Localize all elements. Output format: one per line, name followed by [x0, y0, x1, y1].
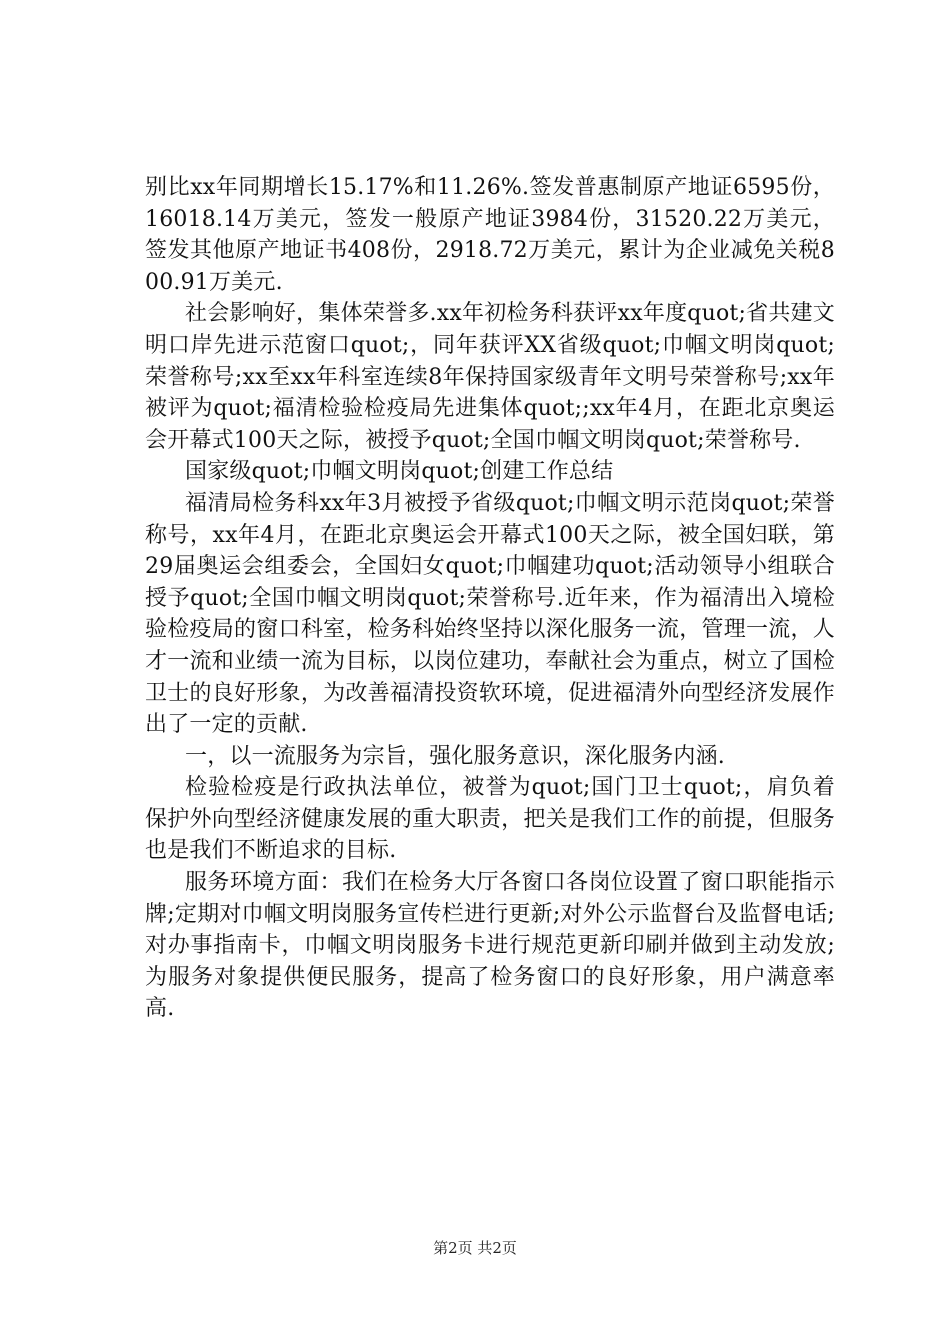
paragraph-service-environment: 服务环境方面：我们在检务大厅各窗口各岗位设置了窗口职能指示牌;定期对巾帼文明岗服务宣传栏进行更新;对外公示监督台及监督电话;对办事指南卡，巾帼文明岗服务卡进行规范更新印刷并做到主动发放;为服务对象提供便民服务，提高了检务窗口的良好形象，用户满意率高.	[145, 870, 835, 1022]
section-heading-one: 一，以一流服务为宗旨，强化服务意识，深化服务内涵.	[185, 743, 725, 769]
document-body	[145, 172, 835, 1025]
paragraph-continuation: 别比xx年同期增长15.17%和11.26%.签发普惠制原产地证6595份，16018.14万美元，签发一般原产地证3984份，31520.22万美元，签发其他原产地证书408份，2918.72万美元，累计为企业减免关税800.91万美元.	[145, 175, 835, 295]
paragraph-social-impact: 社会影响好，集体荣誉多.xx年初检务科获评xx年度quot;省共建文明口岸先进示范窗口quot;，同年获评XX省级quot;巾帼文明岗quot;荣誉称号;xx至xx年科室连续8年保持国家级青年文明号荣誉称号;xx年被评为quot;福清检验检疫局先进集体quot;;xx年4月，在距北京奥运会开幕式100天之际，被授予quot;全国巾帼文明岗quot;荣誉称号.	[145, 301, 835, 453]
section-title: 国家级quot;巾帼文明岗quot;创建工作总结	[185, 459, 614, 485]
paragraph-intro: 福清局检务科xx年3月被授予省级quot;巾帼文明示范岗quot;荣誉称号，xx年4月，在距北京奥运会开幕式100天之际，被全国妇联，第29届奥运会组委会，全国妇女quot;巾帼建功quot;活动领导小组联合授予quot;全国巾帼文明岗quot;荣誉称号.近年来，作为福清出入境检验检疫局的窗口科室，检务科始终坚持以深化服务一流，管理一流，人才一流和业绩一流为目标，以岗位建功，奉献社会为重点，树立了国检卫士的良好形象，为改善福清投资软环境，促进福清外向型经济发展作出了一定的贡献.	[145, 490, 835, 738]
paragraph-inspection: 检验检疫是行政执法单位，被誉为quot;国门卫士quot;，肩负着保护外向型经济健康发展的重大职责，把关是我们工作的前提，但服务也是我们不断追求的目标.	[145, 775, 835, 864]
page-number-footer: 第2页 共2页	[433, 1239, 517, 1257]
